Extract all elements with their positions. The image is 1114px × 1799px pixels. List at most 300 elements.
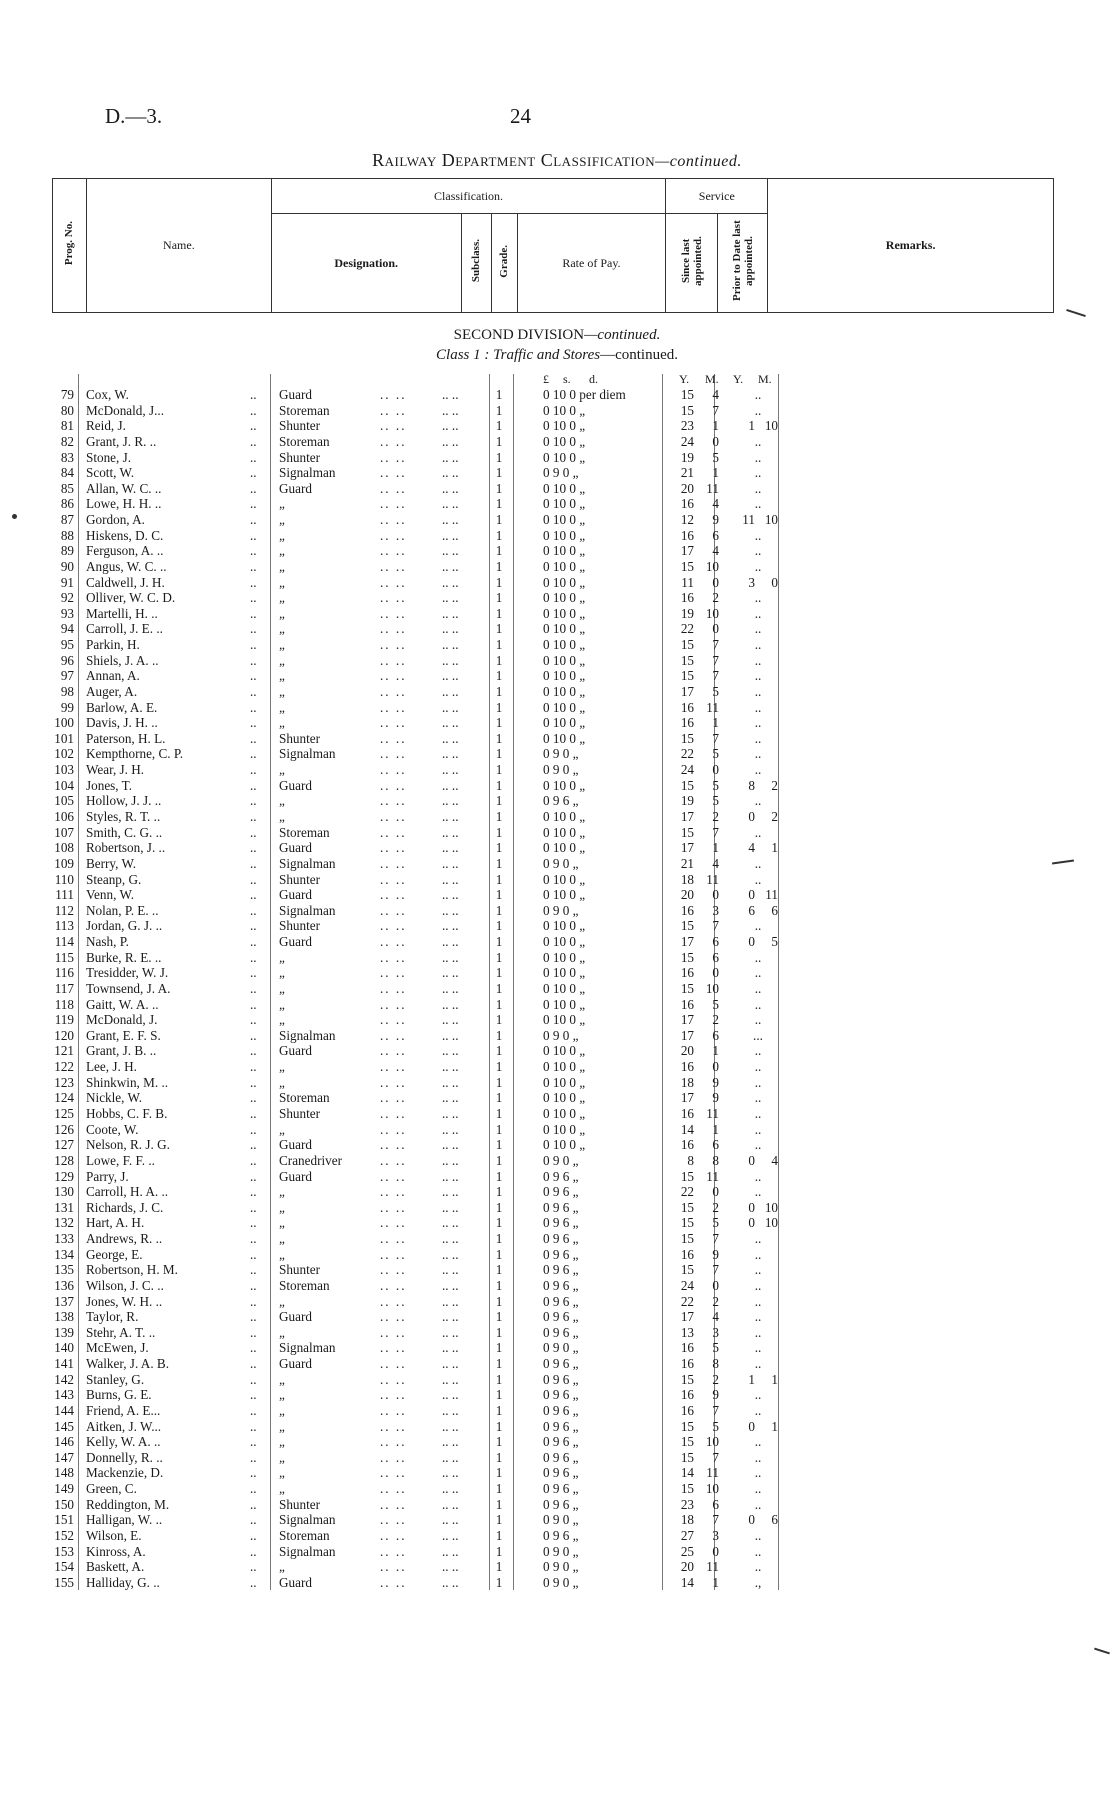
table-row: [0, 1559, 1114, 1575]
prog-number: 153: [54, 1543, 74, 1559]
subclass: 1: [495, 605, 503, 621]
prog-number: 109: [54, 855, 74, 871]
employee-name: Halligan, W. ..: [86, 1512, 163, 1528]
leader-dots: .. ..: [442, 512, 459, 528]
service-since-months: 10: [705, 1481, 719, 1497]
rate-of-pay: 0 9 6 „: [543, 1465, 579, 1481]
table-row: [0, 1434, 1114, 1450]
service-prior-dots: ..: [754, 949, 762, 965]
rate-of-pay: 0 10 0 „: [543, 887, 586, 903]
service-since-months: 9: [712, 1387, 719, 1403]
service-since-months: 0: [712, 1184, 719, 1200]
table-row: [0, 575, 1114, 591]
table-row: [0, 1575, 1114, 1591]
leader-dots: .. ..: [380, 918, 407, 934]
leader-dots: ..: [250, 1496, 257, 1512]
subclass: 1: [495, 1246, 503, 1262]
employee-name: Olliver, W. C. D.: [86, 590, 176, 606]
employee-name: Nelson, R. J. G.: [86, 1137, 170, 1153]
table-row: [0, 872, 1114, 888]
service-since-months: 3: [712, 902, 719, 918]
employee-name: Allan, W. C. ..: [86, 480, 162, 496]
service-prior-months: 10: [764, 1215, 778, 1231]
service-since-years: 24: [680, 762, 694, 778]
leader-dots: .. ..: [442, 402, 459, 418]
prog-number: 142: [54, 1371, 74, 1387]
service-prior-years: 0: [748, 809, 755, 824]
prog-number: 91: [60, 574, 74, 590]
table-row: [0, 715, 1114, 731]
rate-of-pay: 0 9 0 „: [543, 1152, 579, 1168]
service-prior-dots: ..: [754, 730, 762, 746]
prog-number: 100: [54, 715, 74, 731]
prog-number: 98: [60, 683, 74, 699]
leader-dots: ..: [250, 1262, 257, 1278]
subclass: 1: [495, 699, 503, 715]
service-since-months: 4: [712, 387, 719, 402]
designation: „: [279, 1324, 285, 1340]
leader-dots: ..: [250, 1168, 257, 1184]
subclass: 1: [495, 1277, 503, 1293]
leader-dots: ..: [250, 605, 257, 621]
service-since-months: 10: [705, 605, 719, 621]
employee-name: Carroll, H. A. ..: [86, 1184, 169, 1200]
service-prior-dots: ..: [754, 558, 762, 574]
table-row: [0, 1137, 1114, 1153]
service-since-years: 17: [680, 934, 694, 950]
prog-number: 79: [60, 387, 74, 402]
leader-dots: ..: [250, 1184, 257, 1200]
prog-number: 118: [54, 996, 74, 1012]
service-prior-years: 8: [748, 777, 755, 793]
subclass: 1: [495, 1356, 503, 1372]
designation: Storeman: [279, 1090, 330, 1106]
service-prior-months: 11: [765, 887, 778, 903]
employee-name: Robertson, H. M.: [86, 1262, 178, 1278]
service-prior-years: 4: [748, 840, 755, 856]
service-prior-dots: ..: [754, 1043, 762, 1059]
service-prior-dots: ..: [754, 762, 762, 778]
table-row: [0, 746, 1114, 762]
table-row: [0, 965, 1114, 981]
service-since-months: 0: [712, 574, 719, 590]
unit-pounds: £: [543, 372, 549, 386]
prog-number: 101: [54, 730, 74, 746]
service-prior-dots: ..: [754, 793, 762, 809]
prog-number: 135: [54, 1262, 74, 1278]
rate-of-pay: 0 10 0 „: [543, 1074, 586, 1090]
service-since-months: 5: [712, 1215, 719, 1231]
service-since-years: 15: [680, 1434, 694, 1450]
prog-number: 83: [60, 449, 74, 465]
leader-dots: .. ..: [442, 465, 459, 481]
leader-dots: ..: [250, 1012, 257, 1028]
service-prior-years: 0: [748, 934, 755, 950]
service-prior-dots: ..: [754, 699, 762, 715]
leader-dots: .. ..: [380, 1512, 407, 1528]
service-since-years: 15: [680, 387, 694, 402]
table-row: [0, 903, 1114, 919]
table-row: [0, 731, 1114, 747]
leader-dots: ..: [250, 1309, 257, 1325]
service-since-years: 15: [680, 1481, 694, 1497]
leader-dots: .. ..: [442, 762, 459, 778]
leader-dots: ..: [250, 574, 257, 590]
rate-of-pay: 0 9 0 „: [543, 1027, 579, 1043]
service-since-years: 8: [687, 1152, 694, 1168]
service-since-years: 21: [680, 465, 694, 481]
service-prior-dots: ..: [754, 402, 762, 418]
leader-dots: ..: [250, 418, 257, 434]
service-since-years: 15: [680, 402, 694, 418]
leader-dots: .. ..: [380, 1184, 407, 1200]
rate-of-pay: 0 10 0 „: [543, 621, 586, 637]
subclass: 1: [495, 1012, 503, 1028]
service-since-years: 16: [680, 1387, 694, 1403]
designation: „: [279, 1465, 285, 1481]
leader-dots: .. ..: [380, 433, 407, 449]
service-since-months: 7: [712, 402, 719, 418]
leader-dots: .. ..: [380, 777, 407, 793]
employee-name: Kempthorne, C. P.: [86, 746, 184, 762]
prog-number: 116: [54, 965, 74, 981]
service-since-months: 0: [712, 887, 719, 903]
subclass: 1: [495, 1574, 503, 1590]
employee-name: Hart, A. H.: [86, 1215, 145, 1231]
service-since-months: 1: [712, 1043, 719, 1059]
table-row: [0, 887, 1114, 903]
service-since-years: 16: [680, 1246, 694, 1262]
leader-dots: .. ..: [442, 1418, 459, 1434]
prog-number: 84: [60, 465, 74, 481]
service-prior-dots: ..: [754, 824, 762, 840]
employee-name: Hollow, J. J. ..: [86, 793, 162, 809]
rate-of-pay: 0 9 0 „: [543, 1340, 579, 1356]
service-prior-dots: ..: [754, 965, 762, 981]
service-since-months: 5: [712, 793, 719, 809]
leader-dots: .. ..: [380, 1152, 407, 1168]
subclass: 1: [495, 543, 503, 559]
service-since-years: 17: [680, 1309, 694, 1325]
service-since-years: 15: [680, 1262, 694, 1278]
leader-dots: ..: [250, 1574, 257, 1590]
designation: „: [279, 1121, 285, 1137]
designation: „: [279, 699, 285, 715]
employee-name: Townsend, J. A.: [86, 980, 171, 996]
leader-dots: .. ..: [442, 1262, 459, 1278]
employee-name: Auger, A.: [86, 683, 138, 699]
employee-name: Nash, P.: [86, 934, 129, 950]
prog-number: 102: [54, 746, 74, 762]
leader-dots: .. ..: [380, 730, 407, 746]
leader-dots: .. ..: [380, 1027, 407, 1043]
subclass: 1: [495, 480, 503, 496]
leader-dots: .. ..: [442, 590, 459, 606]
leader-dots: .. ..: [442, 652, 459, 668]
table-row: [0, 528, 1114, 544]
subclass: 1: [495, 558, 503, 574]
service-since-years: 16: [680, 902, 694, 918]
service-since-years: 14: [680, 1121, 694, 1137]
service-since-years: 17: [680, 1090, 694, 1106]
service-since-months: 7: [712, 1449, 719, 1465]
prog-number: 112: [54, 902, 74, 918]
leader-dots: ..: [250, 1231, 257, 1247]
rate-of-pay: 0 9 6 „: [543, 1199, 579, 1215]
employee-name: Stanley, G.: [86, 1371, 145, 1387]
rate-of-pay: 0 10 0 „: [543, 449, 586, 465]
prog-number: 131: [54, 1199, 74, 1215]
designation: „: [279, 1559, 285, 1575]
designation: Signalman: [279, 1340, 336, 1356]
subclass: 1: [495, 855, 503, 871]
rate-of-pay: 0 10 0 „: [543, 543, 586, 559]
leader-dots: ..: [250, 1215, 257, 1231]
leader-dots: .. ..: [380, 1231, 407, 1247]
subclass: 1: [495, 465, 503, 481]
table-row: [0, 1262, 1114, 1278]
table-caption: [0, 150, 1114, 171]
designation: „: [279, 1059, 285, 1075]
leader-dots: ..: [250, 433, 257, 449]
rate-of-pay: 0 10 0 „: [543, 1059, 586, 1075]
rate-of-pay: 0 10 0 „: [543, 574, 586, 590]
prog-number: 114: [54, 934, 74, 950]
leader-dots: ..: [250, 809, 257, 824]
service-prior-dots: ..: [754, 996, 762, 1012]
leader-dots: ..: [250, 715, 257, 731]
designation: „: [279, 590, 285, 606]
employee-name: Davis, J. H. ..: [86, 715, 158, 731]
prog-number: 82: [60, 433, 74, 449]
designation: „: [279, 980, 285, 996]
table-row: [0, 543, 1114, 559]
leader-dots: .. ..: [442, 949, 459, 965]
leader-dots: .. ..: [442, 1434, 459, 1450]
leader-dots: ..: [250, 527, 257, 543]
prog-number: 93: [60, 605, 74, 621]
service-prior-dots: ..: [754, 1246, 762, 1262]
leader-dots: .. ..: [442, 793, 459, 809]
leader-dots: .. ..: [442, 887, 459, 903]
subclass: 1: [495, 1059, 503, 1075]
header-prog-no: Prog. No.: [53, 179, 87, 313]
employee-name: Gordon, A.: [86, 512, 145, 528]
service-prior-years: 0: [748, 1199, 755, 1215]
unit-since-years: Y.: [679, 372, 690, 386]
designation: Guard: [279, 1356, 312, 1372]
rate-of-pay: 0 9 0 „: [543, 746, 579, 762]
designation: Storeman: [279, 824, 330, 840]
leader-dots: ..: [250, 1137, 257, 1153]
service-since-years: 15: [680, 1231, 694, 1247]
prog-number: 145: [54, 1418, 74, 1434]
service-since-years: 15: [680, 777, 694, 793]
leader-dots: .. ..: [442, 574, 459, 590]
employee-name: Richards, J. C.: [86, 1199, 164, 1215]
leader-dots: ..: [250, 1434, 257, 1450]
table-row: [0, 1497, 1114, 1513]
service-prior-dots: ..: [754, 1121, 762, 1137]
leader-dots: .. ..: [380, 1402, 407, 1418]
designation: „: [279, 527, 285, 543]
leader-dots: .. ..: [442, 902, 459, 918]
leader-dots: ..: [250, 637, 257, 653]
leader-dots: .. ..: [380, 1090, 407, 1106]
leader-dots: ..: [250, 887, 257, 903]
employee-name: Jones, T.: [86, 777, 133, 793]
service-prior-dots: ..: [754, 1543, 762, 1559]
leader-dots: .. ..: [380, 871, 407, 887]
table-row: [0, 809, 1114, 825]
service-since-years: 22: [680, 1293, 694, 1309]
leader-dots: .. ..: [442, 809, 459, 824]
service-prior-dots: ..: [754, 1012, 762, 1028]
leader-dots: .. ..: [442, 1449, 459, 1465]
leader-dots: .. ..: [380, 1262, 407, 1278]
prog-number: 89: [60, 543, 74, 559]
rate-of-pay: 0 9 6 „: [543, 793, 579, 809]
service-prior-months: 6: [771, 1512, 778, 1528]
designation: „: [279, 715, 285, 731]
leader-dots: ..: [250, 512, 257, 528]
prog-number: 148: [54, 1465, 74, 1481]
designation: „: [279, 1199, 285, 1215]
leader-dots: .. ..: [380, 1574, 407, 1590]
designation: „: [279, 683, 285, 699]
leader-dots: .. ..: [380, 590, 407, 606]
service-since-months: 11: [706, 871, 719, 887]
service-since-months: 3: [712, 1324, 719, 1340]
subclass: 1: [495, 871, 503, 887]
leader-dots: .. ..: [442, 1168, 459, 1184]
employee-name: Friend, A. E...: [86, 1402, 161, 1418]
leader-dots: ..: [250, 1277, 257, 1293]
table-row: [0, 1419, 1114, 1435]
employee-name: Baskett, A.: [86, 1559, 145, 1575]
table-row: [0, 1512, 1114, 1528]
employee-name: Andrews, R. ..: [86, 1231, 163, 1247]
service-prior-dots: ..: [754, 543, 762, 559]
subclass: 1: [495, 621, 503, 637]
rate-of-pay: 0 9 6 „: [543, 1356, 579, 1372]
employee-name: Carroll, J. E. ..: [86, 621, 163, 637]
table-row: [0, 1231, 1114, 1247]
prog-number: 104: [54, 777, 74, 793]
leader-dots: .. ..: [380, 902, 407, 918]
service-since-months: 0: [712, 762, 719, 778]
prog-number: 143: [54, 1387, 74, 1403]
leader-dots: .. ..: [380, 1481, 407, 1497]
subclass: 1: [495, 1402, 503, 1418]
leader-dots: ..: [250, 1481, 257, 1497]
unit-prior-months: M.: [758, 372, 772, 386]
service-since-months: 10: [705, 1434, 719, 1450]
table-row: [0, 1122, 1114, 1138]
subclass: 1: [495, 1543, 503, 1559]
document-reference: D.—3.: [105, 104, 163, 128]
prog-number: 115: [54, 949, 74, 965]
service-since-months: 5: [712, 449, 719, 465]
leader-dots: .. ..: [380, 527, 407, 543]
service-since-months: 4: [712, 496, 719, 512]
table-row: [0, 1043, 1114, 1059]
employee-name: Reid, J.: [86, 418, 126, 434]
service-since-months: 7: [712, 824, 719, 840]
service-since-years: 17: [680, 840, 694, 856]
table-row: [0, 997, 1114, 1013]
leader-dots: .. ..: [442, 934, 459, 950]
leader-dots: .. ..: [442, 1012, 459, 1028]
service-since-months: 7: [712, 637, 719, 653]
leader-dots: .. ..: [380, 543, 407, 559]
leader-dots: .. ..: [442, 1246, 459, 1262]
designation: „: [279, 1418, 285, 1434]
employee-name: Wilson, J. C. ..: [86, 1277, 164, 1293]
subclass: 1: [495, 527, 503, 543]
leader-dots: .. ..: [380, 1496, 407, 1512]
subclass: 1: [495, 1074, 503, 1090]
leader-dots: ..: [250, 1199, 257, 1215]
employee-name: Annan, A.: [86, 668, 140, 684]
leader-dots: .. ..: [380, 746, 407, 762]
leader-dots: ..: [250, 871, 257, 887]
leader-dots: ..: [250, 1090, 257, 1106]
leader-dots: .. ..: [380, 605, 407, 621]
service-since-years: 17: [680, 543, 694, 559]
prog-number: 85: [60, 480, 74, 496]
leader-dots: ..: [250, 1293, 257, 1309]
rate-of-pay: 0 10 0 „: [543, 512, 586, 528]
subclass: 1: [495, 1105, 503, 1121]
service-since-months: 4: [712, 543, 719, 559]
rate-of-pay: 0 10 0 „: [543, 871, 586, 887]
service-since-months: 11: [706, 1465, 719, 1481]
service-prior-dots: ..: [754, 1137, 762, 1153]
leader-dots: ..: [250, 1527, 257, 1543]
service-prior-dots: ..: [754, 1465, 762, 1481]
leader-dots: .. ..: [380, 1340, 407, 1356]
rate-of-pay: 0 9 0 „: [543, 902, 579, 918]
service-since-years: 23: [680, 418, 694, 434]
leader-dots: ..: [250, 652, 257, 668]
subclass: 1: [495, 980, 503, 996]
prog-number: 86: [60, 496, 74, 512]
employee-name: McEwen, J.: [86, 1340, 149, 1356]
leader-dots: .. ..: [442, 855, 459, 871]
prog-number: 94: [60, 621, 74, 637]
table-row: [0, 1075, 1114, 1091]
leader-dots: ..: [250, 762, 257, 778]
employee-name: Lowe, F. F. ..: [86, 1152, 155, 1168]
service-since-years: 19: [680, 449, 694, 465]
leader-dots: .. ..: [380, 1012, 407, 1028]
leader-dots: .. ..: [442, 965, 459, 981]
leader-dots: .. ..: [380, 1215, 407, 1231]
leader-dots: .. ..: [380, 1371, 407, 1387]
leader-dots: .. ..: [442, 543, 459, 559]
leader-dots: ..: [250, 840, 257, 856]
service-prior-years: 6: [748, 902, 755, 918]
employee-name: Halliday, G. ..: [86, 1574, 160, 1590]
leader-dots: .. ..: [442, 1527, 459, 1543]
designation: „: [279, 1012, 285, 1028]
service-prior-dots: ..: [754, 496, 762, 512]
leader-dots: ..: [250, 1512, 257, 1528]
designation: „: [279, 543, 285, 559]
service-since-months: 6: [712, 949, 719, 965]
leader-dots: .. ..: [442, 1027, 459, 1043]
